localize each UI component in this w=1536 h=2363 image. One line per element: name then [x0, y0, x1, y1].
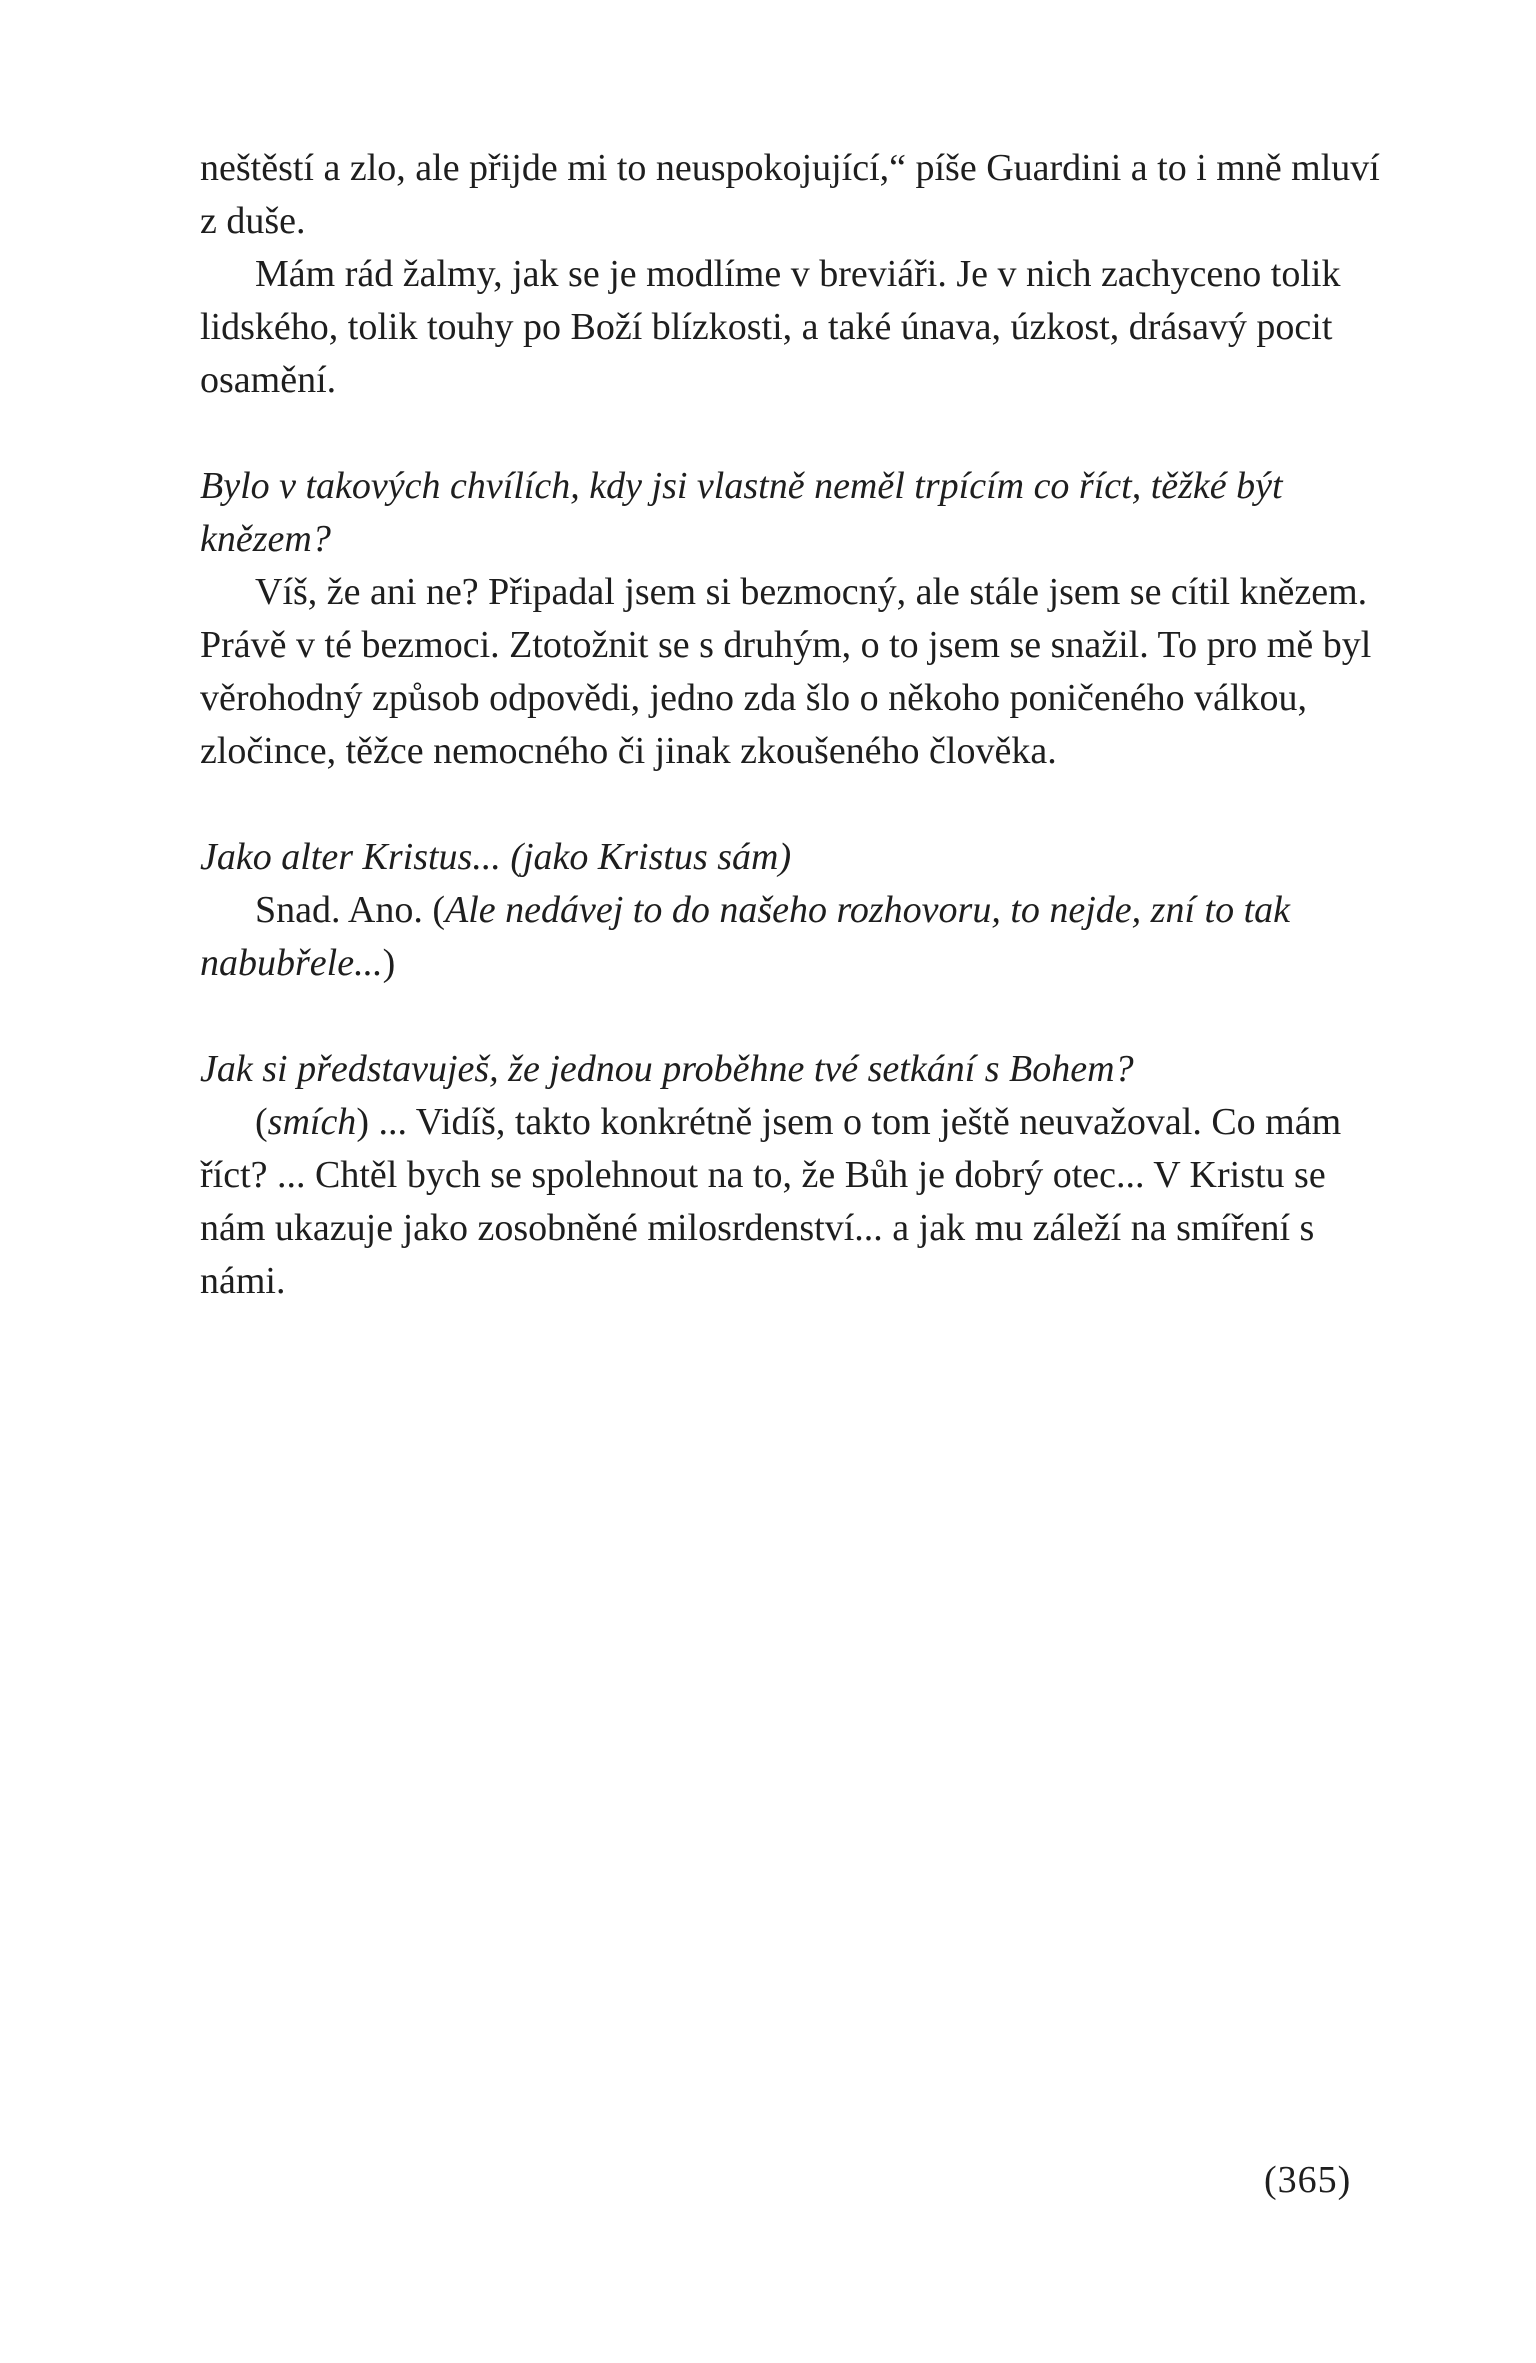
answer-text: ) ... Vidíš, takto konkrétně jsem o tom ještě neuvažoval. Co mám říct? ... Chtěl bych se spolehnout na to, že Bůh je dobrý otec... V Kristu se nám ukazuje jako zosobněné milosrdenství... a jak mu záleží na smíření s námi. [200, 1101, 1342, 1302]
question-priest: Bylo v takových chvílích, kdy jsi vlastně neměl trpícím co říct, těžké být knězem? [200, 465, 1283, 560]
answer-meeting-god [200, 1096, 1380, 1308]
answer-text-end: ) [382, 942, 396, 984]
page-body [200, 142, 1380, 1308]
answer-laugh: smích [267, 1101, 357, 1143]
answer-aside: Ale nedávej to do našeho rozhovoru, to nejde, zní to tak nabubřele... [200, 889, 1290, 984]
answer-paren-open: ( [255, 1101, 268, 1143]
answer-alter-christus [200, 884, 1380, 990]
question-alter-christus: Jako alter Kristus... (jako Kristus sám) [200, 836, 792, 878]
paragraph-psalms: Mám rád žalmy, jak se je modlíme v breviáři. Je v nich zachyceno tolik lidského, tolik touhy po Boží blízkosti, a také únava, úzkost, drásavý pocit osamění. [200, 253, 1341, 401]
question-meeting-god: Jak si představuješ, že jednou proběhne tvé setkání s Bohem? [200, 1048, 1134, 1090]
paragraph-continuation: neštěstí a zlo, ale přijde mi to neuspokojující,“ píše Guardini a to i mně mluví z duše. [200, 147, 1380, 242]
answer-priest: Víš, že ani ne? Připadal jsem si bezmocný, ale stále jsem se cítil knězem. Právě v té bezmoci. Ztotožnit se s druhým, o to jsem se snažil. To pro mě byl věrohodný způsob odpovědi, jedno zda šlo o někoho poničeného válkou, zločince, těžce nemocného či jinak zkoušeného člověka. [200, 571, 1372, 772]
answer-text: Snad. Ano. ( [255, 889, 445, 931]
page-number: (365) [1264, 2159, 1352, 2201]
